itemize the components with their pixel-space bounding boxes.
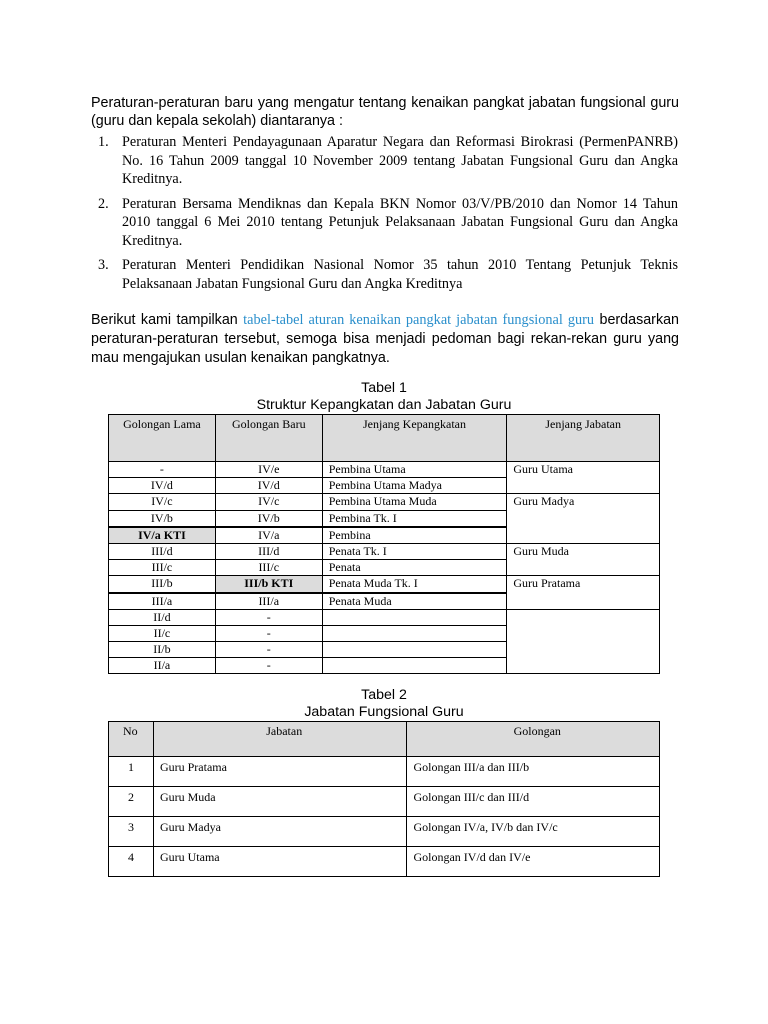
cell-golongan: Golongan III/a dan III/b (407, 757, 660, 787)
cell-no: 1 (109, 757, 154, 787)
list-text: Peraturan Bersama Mendiknas dan Kepala BKN Nomor 03/V/PB/2010 dan Nomor 14 Tahun 2010 tanggal 6 Mei 2010 tentang Petunjuk Pelaksanaan Jabatan Fungsional Guru dan Angka Kreditnya. (122, 195, 678, 249)
cell-golongan-baru: - (215, 642, 322, 658)
cell-golongan: Golongan IV/a, IV/b dan IV/c (407, 817, 660, 847)
cell-golongan-baru: III/c (215, 560, 322, 576)
cell-jenjang-jabatan: Guru Utama (507, 462, 660, 494)
table1 (108, 414, 660, 674)
table2-title: Jabatan Fungsional Guru (304, 704, 464, 720)
intro-paragraph: Peraturan-peraturan baru yang mengatur tentang kenaikan pangkat jabatan fungsional guru (guru dan kepala sekolah) diantaranya : (91, 95, 679, 129)
cell-golongan-lama: - (109, 462, 216, 478)
cell-jenjang-kepangkatan: Pembina Utama Muda (322, 494, 507, 510)
table-header-row (109, 415, 660, 462)
cell-jenjang-kepangkatan: Penata Muda (322, 593, 507, 610)
cell-golongan-lama: IV/a KTI (109, 527, 216, 544)
cell-jenjang-jabatan-empty (507, 609, 660, 674)
cell-golongan-lama: II/c (109, 625, 216, 641)
table-row (109, 609, 660, 625)
cell-golongan-baru: IV/b (215, 510, 322, 527)
table-row (109, 543, 660, 559)
paragraph-text: Berikut kami tampilkan (91, 312, 244, 328)
cell-jenjang-kepangkatan: Pembina Utama Madya (322, 478, 507, 494)
cell-no: 2 (109, 787, 154, 817)
cell-golongan-lama: IV/c (109, 494, 216, 510)
cell-golongan-baru: III/d (215, 543, 322, 559)
cell-golongan-lama: IV/d (109, 478, 216, 494)
table-row (109, 757, 660, 787)
list-number: 1. (98, 134, 109, 150)
cell-jabatan: Guru Pratama (153, 757, 406, 787)
column-header: No (109, 722, 154, 757)
cell-golongan-lama: IV/b (109, 510, 216, 527)
cell-jenjang-kepangkatan: Pembina (322, 527, 507, 544)
cell-jabatan: Guru Utama (153, 847, 406, 877)
cell-golongan-baru: IV/e (215, 462, 322, 478)
cell-golongan-lama: III/d (109, 543, 216, 559)
table1-label: Tabel 1 (361, 380, 407, 396)
cell-golongan-baru: - (215, 625, 322, 641)
cell-golongan: Golongan III/c dan III/d (407, 787, 660, 817)
table-header-row (109, 722, 660, 757)
cell-jenjang-kepangkatan: Pembina Utama (322, 462, 507, 478)
table-row (109, 494, 660, 510)
cell-golongan-lama: II/d (109, 609, 216, 625)
description-paragraph (91, 311, 679, 368)
table2-caption (0, 687, 768, 721)
column-header: Golongan (407, 722, 660, 757)
cell-golongan-lama: II/a (109, 658, 216, 674)
tables-link[interactable]: tabel-tabel aturan kenaikan pangkat jabatan fungsional guru (243, 312, 595, 328)
cell-jenjang-kepangkatan: Penata (322, 560, 507, 576)
table-row (109, 847, 660, 877)
cell-no: 4 (109, 847, 154, 877)
cell-jenjang-jabatan: Guru Muda (507, 543, 660, 575)
cell-jenjang-kepangkatan (322, 609, 507, 625)
cell-golongan-baru: IV/d (215, 478, 322, 494)
column-header: Jenjang Jabatan (507, 415, 660, 462)
cell-golongan-lama: III/a (109, 593, 216, 610)
table1-title: Struktur Kepangkatan dan Jabatan Guru (256, 397, 512, 413)
cell-no: 3 (109, 817, 154, 847)
cell-jabatan: Guru Madya (153, 817, 406, 847)
cell-golongan-baru: IV/a (215, 527, 322, 544)
cell-jenjang-kepangkatan (322, 642, 507, 658)
cell-golongan-lama: II/b (109, 642, 216, 658)
cell-golongan-baru: III/a (215, 593, 322, 610)
cell-golongan: Golongan IV/d dan IV/e (407, 847, 660, 877)
cell-jenjang-jabatan: Guru Pratama (507, 576, 660, 609)
cell-golongan-baru: - (215, 658, 322, 674)
table-row (109, 817, 660, 847)
cell-golongan-baru: III/b KTI (215, 576, 322, 593)
list-item (98, 195, 678, 251)
column-header: Jabatan (153, 722, 406, 757)
cell-jenjang-kepangkatan (322, 658, 507, 674)
cell-jenjang-kepangkatan: Penata Tk. I (322, 543, 507, 559)
paragraph-text: berdasarkan peraturan-peraturan tersebut, semoga bisa menjadi pedoman bagi rekan-rekan guru yang mau mengajukan usulan kenaikan pangkatnya. (91, 312, 679, 366)
column-header: Golongan Baru (215, 415, 322, 462)
table-row (109, 576, 660, 593)
column-header: Golongan Lama (109, 415, 216, 462)
list-number: 3. (98, 257, 109, 273)
cell-jenjang-kepangkatan: Pembina Tk. I (322, 510, 507, 527)
table-row (109, 462, 660, 478)
table-row (109, 787, 660, 817)
list-number: 2. (98, 195, 109, 212)
table1-caption (0, 380, 768, 414)
cell-jenjang-kepangkatan (322, 625, 507, 641)
cell-jenjang-jabatan: Guru Madya (507, 494, 660, 544)
cell-jenjang-kepangkatan: Penata Muda Tk. I (322, 576, 507, 593)
cell-golongan-baru: - (215, 609, 322, 625)
cell-golongan-baru: IV/c (215, 494, 322, 510)
list-text: Peraturan Menteri Pendayagunaan Aparatur Negara dan Reformasi Birokrasi (PermenPANRB) No. 16 Tahun 2009 tanggal 10 November 2009 tentang Jabatan Fungsional Guru dan Angka Kreditnya. (122, 134, 678, 187)
list-text: Peraturan Menteri Pendidikan Nasional Nomor 35 tahun 2010 Tentang Petunjuk Teknis Pelaksanaan Jabatan Fungsional Guru dan Angka Kreditnya (122, 257, 678, 292)
list-item (98, 256, 678, 293)
cell-jabatan: Guru Muda (153, 787, 406, 817)
table2 (108, 721, 660, 877)
list-item (98, 133, 678, 189)
table2-label: Tabel 2 (361, 687, 407, 703)
cell-golongan-lama: III/b (109, 576, 216, 593)
column-header: Jenjang Kepangkatan (322, 415, 507, 462)
regulation-list (98, 133, 678, 299)
cell-golongan-lama: III/c (109, 560, 216, 576)
